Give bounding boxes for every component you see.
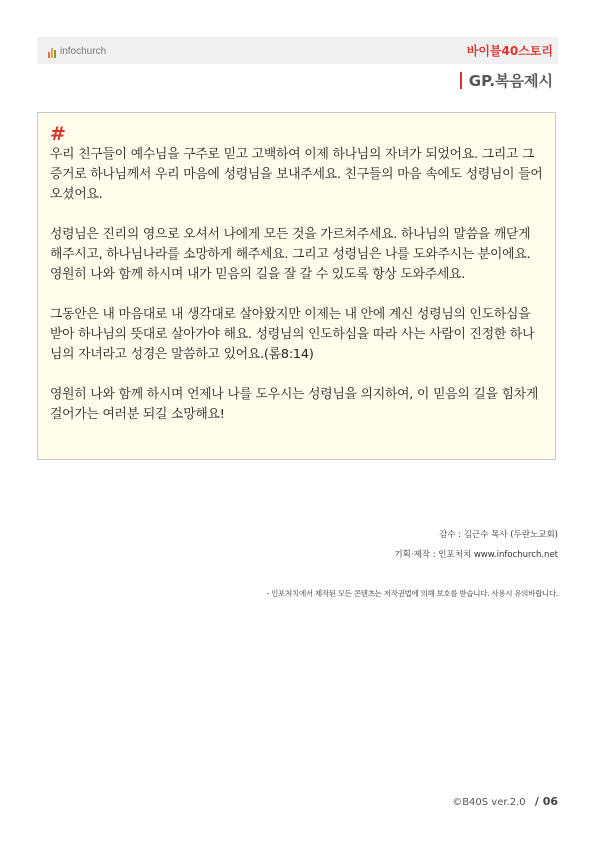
logo-bars-icon [48,46,56,58]
note-paragraph-1: 우리 친구들이 예수님을 구주로 믿고 고백하여 이제 하나님의 자녀가 되었어요. 그리고 그 증거로 하나님께서 우리 마음에 성령님을 보내주세요. 친구들의 마음 속에도 성령님이 들어오셨어요. [50,147,543,202]
page-number: / 06 [534,795,558,808]
note-paragraph-2: 성령님은 진리의 영으로 오셔서 나에게 모든 것을 가르쳐주세요. 하나님의 말씀을 깨닫게 해주시고, 하나님나라를 소망하게 해주세요. 그리고 성령님은 나를 도와주시는 분이에요. 영원히 나와 함께 하시며 내가 믿음의 길을 잘 갈 수 있도록 항상 도와주세요. [50,227,531,282]
logo-text: infochurch [60,46,107,57]
section-accent-bar [460,72,462,89]
section-title: GP.복음제시 [468,72,553,90]
supervisor-credit: 감수 : 김근수 목사 (두란노교회) [439,530,558,540]
credits [394,525,558,565]
hash-marker: # [50,123,66,145]
section-heading [460,70,553,91]
infochurch-logo [48,44,106,58]
note-paragraph-3: 그동안은 내 마음대로 내 생각대로 살아왔지만 이제는 내 안에 계신 성령님의 인도하심을 받아 하나님의 뜻대로 살아가야 해요. 성령님의 인도하심을 따라 사는 사람이 진정한 하나님의 자녀라고 성경은 말씀하고 있어요.(롬8:14) [50,307,535,362]
note-box [37,112,556,460]
note-paragraph-4: 영원히 나와 함께 하시며 언제나 나를 도우시는 성령님을 의지하여, 이 믿음의 길을 힘차게 걸어가는 여러분 되길 소망해요! [50,387,539,422]
production-credit: 기획·제작 : 인포처치 www.infochurch.net [394,550,558,560]
series-title: 바이블40스토리 [466,44,553,58]
version-label: ©B40S ver.2.0 [452,797,526,808]
page-footer [452,795,558,808]
copyright-note: - 인포처치에서 제작된 모든 콘텐츠는 저작권법에 의해 보호를 받습니다. 사용시 유의바랍니다. [266,589,558,598]
